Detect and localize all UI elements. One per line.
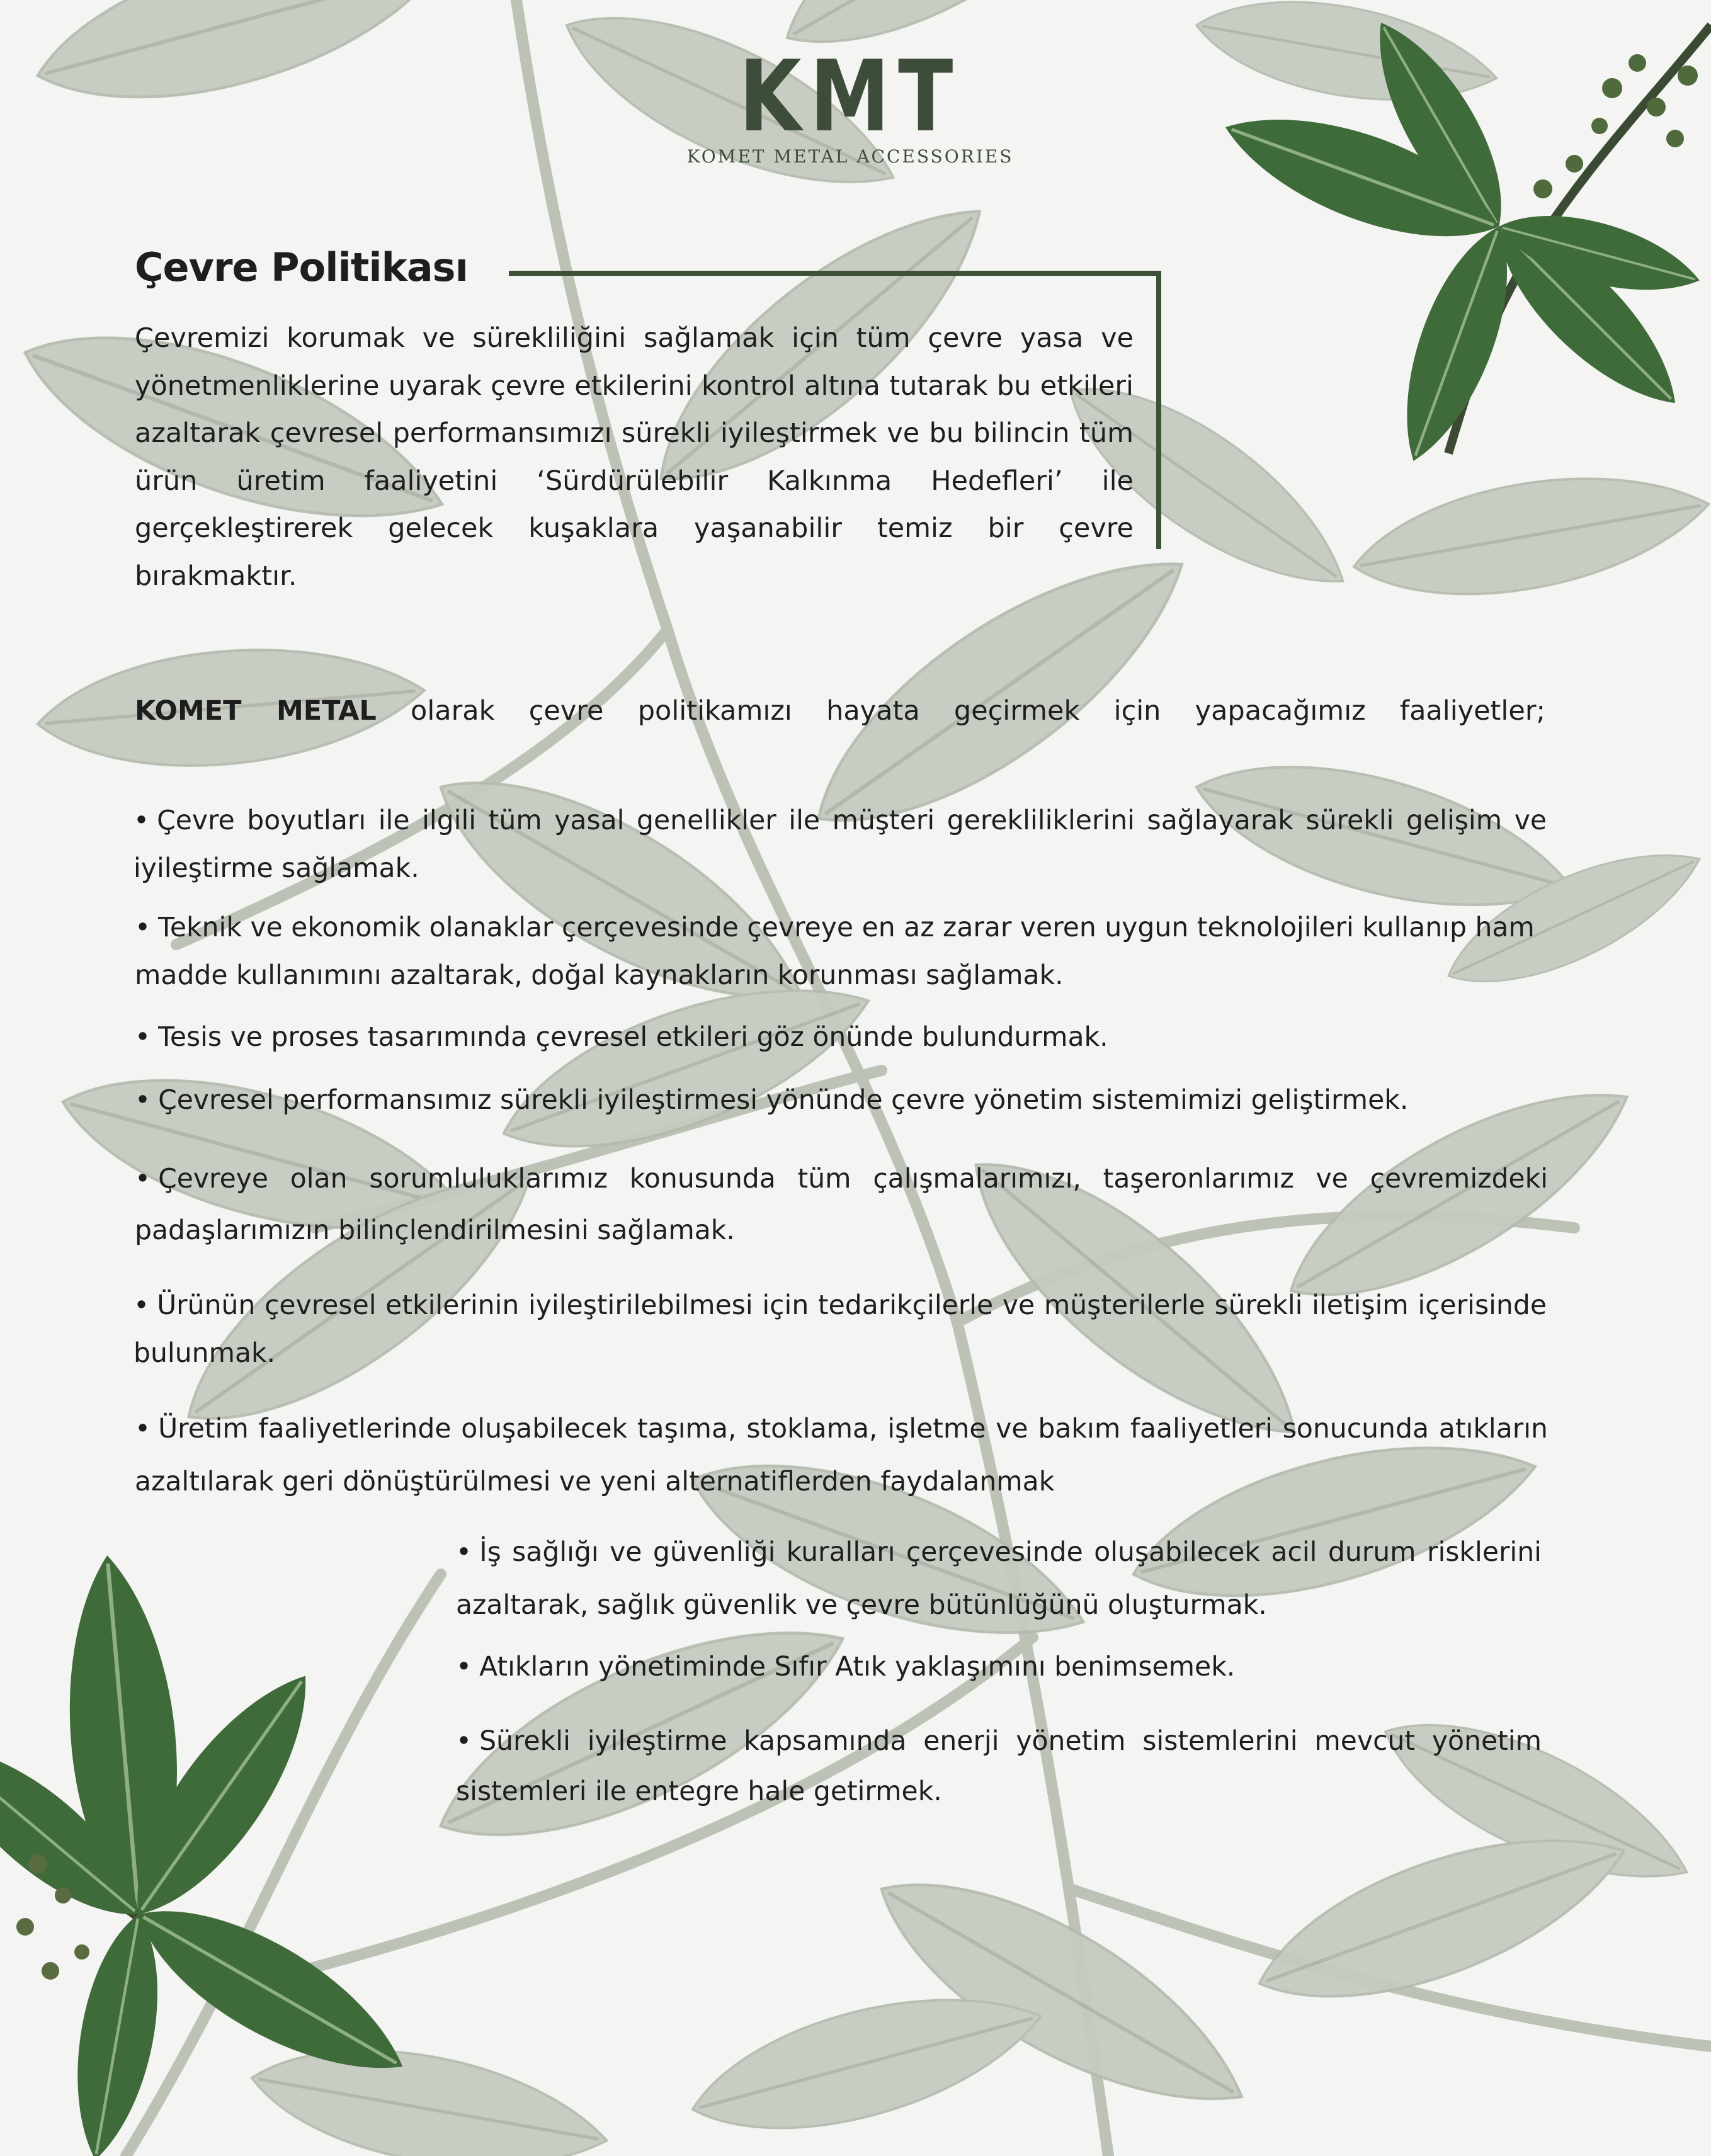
list-item [456, 1643, 1542, 1691]
bullet-dot: • [135, 1085, 151, 1116]
list-item [134, 1282, 1547, 1378]
list-item-text: Çevresel performansımız sürekli iyileştirmesi yönünde çevre yönetim sistemimizi geliştirmek. [158, 1085, 1409, 1116]
list-item [456, 1526, 1542, 1632]
list-item-text: Tesis ve proses tasarımında çevresel etkileri göz önünde bulundurmak. [158, 1022, 1108, 1053]
list-item [135, 904, 1548, 1000]
bullet-dot: • [135, 912, 151, 943]
logo-mark: KMT [739, 39, 962, 154]
list-item [456, 1716, 1542, 1817]
bullet-dot: • [135, 1022, 151, 1053]
bullet-dot: • [456, 1726, 472, 1757]
bullet-dot: • [456, 1537, 472, 1568]
list-item-text: İş sağlığı ve güvenliği kuralları çerçevesinde oluşabilecek acil durum risklerini azaltarak, sağlık güvenlik ve çevre bütünlüğünü oluşturmak. [456, 1537, 1542, 1621]
list-item-text: Üretim faaliyetlerinde oluşabilecek taşıma, stoklama, işletme ve bakım faaliyetleri sonucunda atıkların azaltılarak geri dönüştürülmesi ve yeni alternatiflerden faydalanmak [135, 1414, 1548, 1497]
list-item-text: Sürekli iyileştirme kapsamında enerji yönetim sistemlerini mevcut yönetim sistemleri ile entegre hale getirmek. [456, 1726, 1542, 1807]
lead-text: olarak çevre politikamızı hayata geçirmek için yapacağımız faaliyetler; [411, 695, 1545, 727]
list-item-text: Teknik ve ekonomik olanaklar çerçevesinde çevreye en az zarar veren uygun teknolojileri kullanıp ham madde kullanımını azaltarak, doğal kaynakların korunması sağlamak. [135, 912, 1535, 991]
bullet-dot: • [135, 1164, 151, 1194]
list-item-text: Çevre boyutları ile ilgili tüm yasal genellikler ile müşteri gerekliliklerini sağlayarak sürekli gelişim ve iyileştirme sağlamak. [134, 805, 1547, 884]
bullet-dot: • [135, 1414, 151, 1444]
list-item-text: Atıkların yönetiminde Sıfır Atık yaklaşımını benimsemek. [479, 1652, 1236, 1682]
list-item-text: Ürünün çevresel etkilerinin iyileştirilebilmesi için tedarikçilerle ve müşterilerle sürekli iletişim içerisinde bulunmak. [134, 1290, 1547, 1369]
list-item [135, 1154, 1548, 1257]
policy-intro-paragraph: Çevremizi korumak ve sürekliliğini sağlamak için tüm çevre yasa ve yönetmenliklerine uyarak çevre etkilerini kontrol altına tutarak bu etkileri azaltarak çevresel performansımızı sürekli iyileştirmek ve bu bilincin tüm ürün üretim faaliyetini ‘Sürdürülebilir Kalkınma Hedefleri’ ile gerçekleştirerek gelecek kuşaklara yaşanabilir temiz bir çevre bırakmaktır. [135, 322, 1134, 592]
list-item [135, 1403, 1548, 1509]
list-item [135, 1014, 1548, 1062]
page-title: Çevre Politikası [135, 244, 468, 290]
list-item [134, 797, 1547, 893]
bullet-dot: • [134, 1290, 150, 1321]
company-name: KOMET METAL [135, 695, 377, 727]
logo-company-name: KOMET METAL ACCESSORIES [686, 146, 1014, 167]
bullet-dot: • [134, 805, 150, 836]
list-item [135, 1077, 1548, 1125]
list-item-text: Çevreye olan sorumluluklarımız konusunda tüm çalışmalarımızı, taşeronlarımız ve çevremizdeki padaşlarımızın bilinçlendirilmesini sağlamak. [135, 1164, 1548, 1246]
bullet-dot: • [456, 1652, 472, 1682]
